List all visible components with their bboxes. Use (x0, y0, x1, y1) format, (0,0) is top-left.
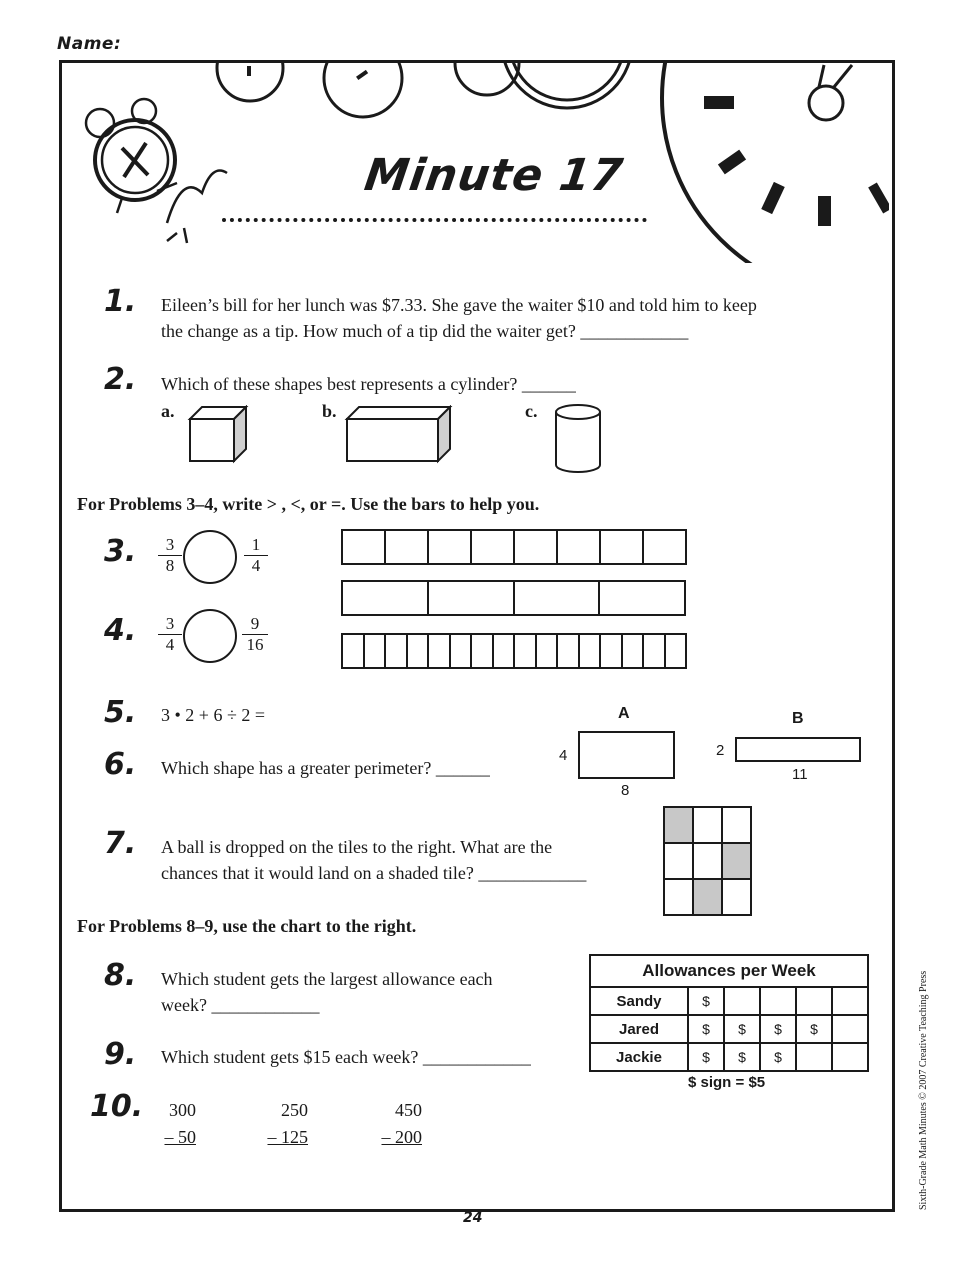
bar-segment (644, 635, 666, 667)
bar-segment (580, 635, 602, 667)
problem-4-right-fraction (242, 614, 268, 655)
bar-segment (451, 635, 473, 667)
allowance-cell (724, 987, 760, 1015)
minuend: 250 (281, 1100, 308, 1120)
bar-segment (601, 635, 623, 667)
option-a-label: a. (161, 401, 175, 421)
subtraction-item-2 (262, 1097, 308, 1151)
problem-7-line-1: A ball is dropped on the tiles to the right. What are the (161, 837, 553, 857)
problem-3-number: 3. (104, 534, 137, 569)
problem-3-answer-circle[interactable] (183, 530, 237, 584)
allowance-cell (832, 1015, 868, 1043)
problem-9-number: 9. (104, 1037, 137, 1072)
fraction-bar-eighths (341, 529, 687, 565)
problem-8-text (161, 966, 493, 1018)
fraction-bar-fourths (341, 580, 686, 616)
problem-8-line-2: week? ____________ (161, 995, 320, 1015)
bar-segment (515, 582, 601, 614)
tile-row (664, 843, 751, 879)
bar-segment (515, 531, 558, 563)
bar-segment (537, 635, 559, 667)
problem-4-answer-circle[interactable] (183, 609, 237, 663)
allowance-cell: $ (688, 1043, 724, 1071)
shape-a-rectangle (578, 731, 675, 779)
fraction-denominator: 16 (246, 635, 264, 654)
allowance-cell: $ (688, 1015, 724, 1043)
bar-segment (472, 635, 494, 667)
minuend: 300 (169, 1100, 196, 1120)
title-number: 17 (556, 150, 627, 201)
chart-row (590, 1043, 868, 1071)
bar-segment (600, 582, 684, 614)
tile-unshaded (693, 843, 722, 879)
tile-row (664, 807, 751, 843)
subtrahend: – 200 (381, 1127, 422, 1147)
problem-8-line-1: Which student gets the largest allowance each (161, 969, 493, 989)
copyright-credit: Sixth-Grade Math Minutes © 2007 Creative Teaching Press (918, 970, 929, 1210)
option-b-label: b. (322, 401, 337, 421)
problem-5-number: 5. (104, 695, 137, 730)
problem-8-number: 8. (104, 958, 137, 993)
tile-row (664, 879, 751, 915)
tile-grid (663, 806, 752, 916)
student-name: Jared (590, 1015, 688, 1043)
bar-segment (429, 635, 451, 667)
allowance-cell (796, 987, 832, 1015)
page-number: 24 (463, 1210, 483, 1226)
option-c-label: c. (525, 401, 538, 421)
problem-10-number: 10. (90, 1089, 144, 1124)
problem-9-question: Which student gets $15 each week? ____________ (161, 1047, 531, 1067)
allowance-cell: $ (796, 1015, 832, 1043)
alarm-clock-icon (86, 99, 227, 243)
bar-segment (515, 635, 537, 667)
allowance-cell: $ (724, 1043, 760, 1071)
bar-segment (623, 635, 645, 667)
small-clock-icon (324, 63, 402, 117)
tile-unshaded (693, 807, 722, 843)
shape-b-rectangle (735, 737, 861, 762)
name-label: Name: (57, 34, 122, 54)
allowance-cell: $ (724, 1015, 760, 1043)
problem-6-number: 6. (104, 747, 137, 782)
shape-a-bottom-label: 8 (621, 782, 630, 799)
tile-shaded (693, 879, 722, 915)
bar-segment (343, 635, 365, 667)
bar-segment (472, 531, 515, 563)
bar-segment (558, 531, 601, 563)
bar-segment (644, 531, 685, 563)
fraction-numerator: 3 (158, 614, 182, 635)
tile-unshaded (664, 879, 693, 915)
small-clock-icon (455, 63, 519, 95)
problem-1-line-2: the change as a tip. How much of a tip did the waiter get? ____________ (161, 321, 689, 341)
fraction-bar-sixteenths (341, 633, 687, 669)
allowance-chart (589, 954, 869, 1072)
cylinder-shape (553, 403, 603, 475)
instructions-3-4: For Problems 3–4, write > , <, or =. Use the bars to help you. (77, 494, 540, 514)
instructions-8-9: For Problems 8–9, use the chart to the right. (77, 916, 417, 936)
allowance-cell (832, 1043, 868, 1071)
student-name: Sandy (590, 987, 688, 1015)
subtrahend: – 50 (164, 1127, 196, 1147)
shape-b-bottom-label: 11 (792, 766, 808, 783)
shape-b-label: B (792, 710, 804, 727)
problem-7-text (161, 834, 586, 886)
problem-4-left-fraction (158, 614, 182, 655)
fraction-denominator: 4 (165, 635, 175, 654)
problem-6-question: Which shape has a greater perimeter? ______ (161, 758, 490, 778)
student-name: Jackie (590, 1043, 688, 1071)
bar-segment (494, 635, 516, 667)
problem-3-right-fraction (244, 535, 268, 576)
title-dotted-line (222, 218, 647, 222)
subtraction-item-3 (376, 1097, 422, 1151)
chart-row (590, 1015, 868, 1043)
title-word: Minute (361, 150, 547, 201)
tile-unshaded (664, 843, 693, 879)
problem-4-number: 4. (104, 613, 137, 648)
allowance-cell: $ (688, 987, 724, 1015)
allowance-cell (760, 987, 796, 1015)
fraction-numerator: 1 (244, 535, 268, 556)
bar-segment (386, 531, 429, 563)
chart-key: $ sign = $5 (688, 1074, 766, 1091)
allowance-cell: $ (760, 1015, 796, 1043)
allowance-cell (796, 1043, 832, 1071)
cube-shape (186, 405, 251, 465)
fraction-numerator: 9 (242, 614, 268, 635)
bar-segment (365, 635, 387, 667)
bar-segment (601, 531, 644, 563)
bar-segment (558, 635, 580, 667)
bar-segment (429, 582, 515, 614)
fraction-denominator: 8 (165, 556, 175, 575)
page-title (361, 150, 626, 201)
problem-5-expression: 3 • 2 + 6 ÷ 2 = (161, 705, 265, 725)
problem-1-line-1: Eileen’s bill for her lunch was $7.33. She gave the waiter $10 and told him to keep (161, 295, 757, 315)
bar-segment (386, 635, 408, 667)
bar-segment (666, 635, 686, 667)
problem-7-line-2: chances that it would land on a shaded tile? ____________ (161, 863, 587, 883)
allowance-cell (832, 987, 868, 1015)
problem-2-question: Which of these shapes best represents a cylinder? ______ (161, 374, 576, 394)
fraction-numerator: 3 (158, 535, 182, 556)
allowance-cell: $ (760, 1043, 796, 1071)
minuend: 450 (395, 1100, 422, 1120)
tile-unshaded (722, 807, 751, 843)
problem-7-number: 7. (104, 826, 137, 861)
subtraction-item-1 (160, 1097, 196, 1151)
bar-segment (429, 531, 472, 563)
large-clock-icon (662, 63, 889, 263)
chart-title: Allowances per Week (590, 955, 868, 987)
shape-a-label: A (618, 705, 630, 722)
bar-segment (408, 635, 430, 667)
problem-1-text (161, 292, 757, 344)
fraction-denominator: 4 (251, 556, 261, 575)
tile-shaded (664, 807, 693, 843)
tile-shaded (722, 843, 751, 879)
rectangular-prism-shape (344, 405, 456, 465)
bar-segment (343, 582, 429, 614)
problem-3-left-fraction (158, 535, 182, 576)
subtrahend: – 125 (267, 1127, 308, 1147)
problem-1-number: 1. (104, 284, 137, 319)
problem-2-number: 2. (104, 362, 137, 397)
chart-row (590, 987, 868, 1015)
shape-a-side-label: 4 (559, 747, 568, 764)
bar-segment (343, 531, 386, 563)
tile-unshaded (722, 879, 751, 915)
shape-b-side-label: 2 (716, 742, 725, 759)
